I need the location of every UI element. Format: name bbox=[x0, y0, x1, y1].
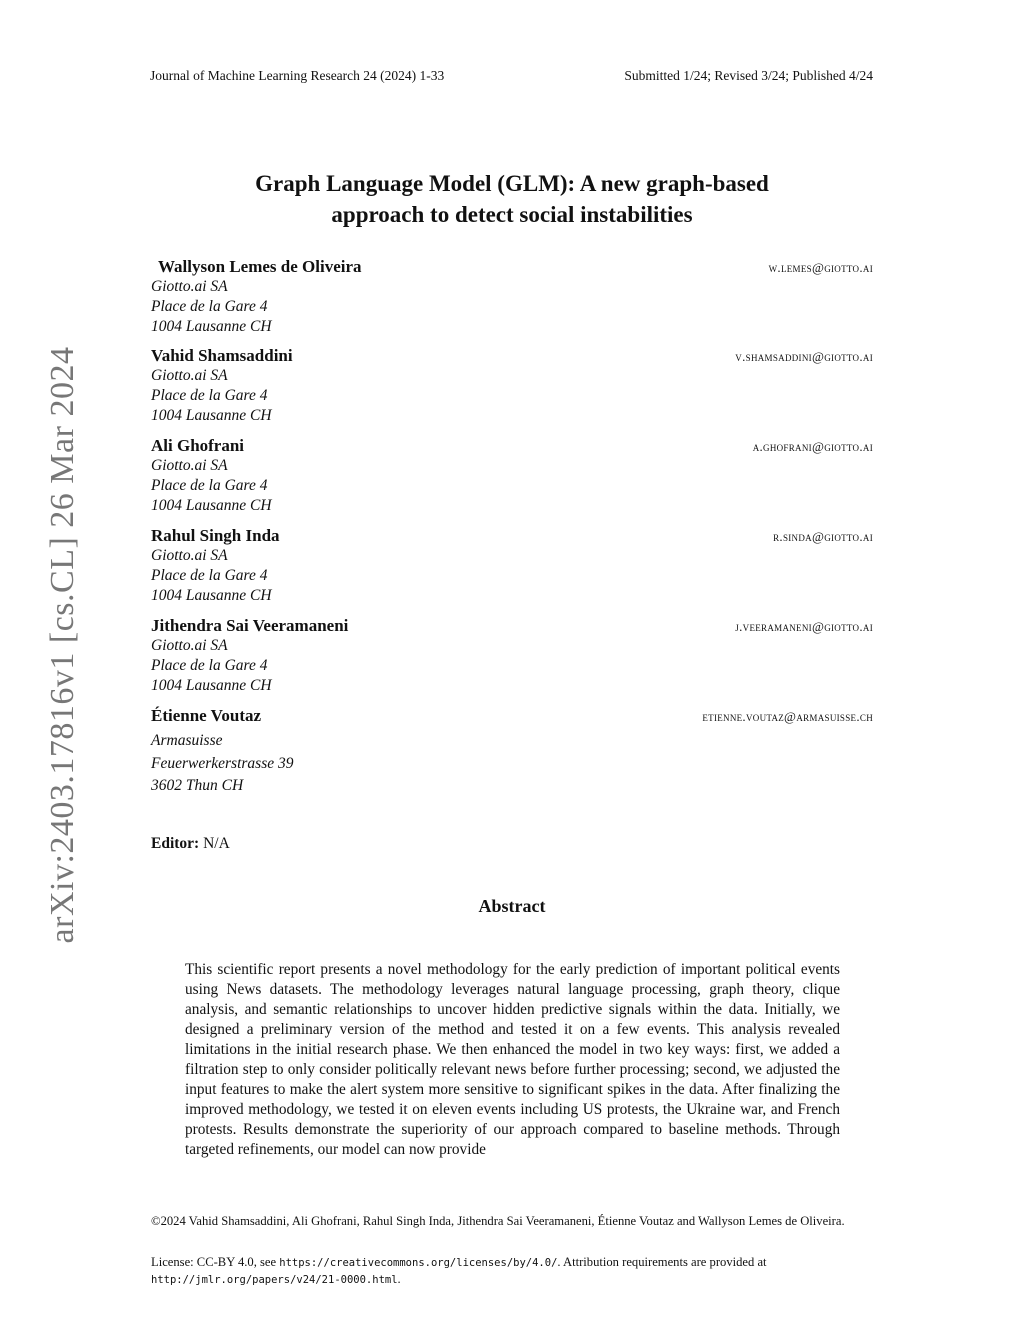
author-name: Wallyson Lemes de Oliveira bbox=[158, 257, 362, 276]
author-name: Jithendra Sai Veeramaneni bbox=[151, 616, 349, 635]
author-email[interactable]: w.lemes@giotto.ai bbox=[768, 260, 873, 275]
author-affiliation: Giotto.ai SA bbox=[151, 637, 228, 654]
author-address: Place de la Gare 4 bbox=[151, 387, 268, 404]
author-block bbox=[151, 257, 873, 337]
abstract-text: This scientific report presents a novel methodology for the early prediction of important political events using News datasets. The methodology leverages natural language processing, graph theory, clique analysis, and semantic relationships to uncover hidden predictive signals within the data. Initially, we designed a preliminary version of the method and tested it on a few events. This analysis revealed limitations in the initial research phase. We then enhanced the model in two key ways: first, we added a filtration step to only consider politically relevant news before further processing; second, we adjusted the input features to make the alert system more sensitive to significant spikes in the data. After finalizing the improved methodology, we tested it on eleven events including US protests, the Ukraine war, and French protests. Results demonstrate the superiority of our approach compared to baseline methods. Through targeted refinements, our model can now provide bbox=[185, 961, 840, 1158]
author-affiliation: Giotto.ai SA bbox=[151, 457, 228, 474]
copyright-notice: ©2024 Vahid Shamsaddini, Ali Ghofrani, Rahul Singh Inda, Jithendra Sai Veeramaneni, Étienne Voutaz and Wallyson Lemes de Oliveira. bbox=[151, 1214, 845, 1228]
license-end: . bbox=[397, 1272, 401, 1286]
author-affiliation: Giotto.ai SA bbox=[151, 547, 228, 564]
author-name: Étienne Voutaz bbox=[151, 706, 262, 725]
author-affiliation: Giotto.ai SA bbox=[151, 367, 228, 384]
journal-header: Journal of Machine Learning Research 24 (2024) 1-33 bbox=[150, 68, 445, 83]
author-affiliation: Armasuisse bbox=[151, 732, 223, 749]
author-address: Place de la Gare 4 bbox=[151, 477, 268, 494]
license-prefix: License: CC-BY 4.0, see bbox=[151, 1255, 280, 1269]
abstract-heading: Abstract bbox=[478, 896, 546, 916]
author-name: Vahid Shamsaddini bbox=[151, 346, 293, 365]
arxiv-stamp[interactable]: arXiv:2403.17816v1 [cs.CL] 26 Mar 2024 bbox=[44, 346, 81, 944]
author-name: Rahul Singh Inda bbox=[151, 526, 280, 545]
author-email[interactable]: etienne.voutaz@armasuisse.ch bbox=[702, 709, 873, 724]
title-line-2: approach to detect social instabilities bbox=[331, 202, 693, 227]
author-city: 1004 Lausanne CH bbox=[151, 587, 272, 604]
author-city: 1004 Lausanne CH bbox=[151, 677, 272, 694]
license-link[interactable]: https://creativecommons.org/licenses/by/4.0/ bbox=[279, 1257, 558, 1269]
title-line-1: Graph Language Model (GLM): A new graph-based bbox=[255, 171, 769, 196]
author-block bbox=[151, 526, 873, 606]
author-block bbox=[151, 436, 873, 516]
author-block bbox=[151, 346, 873, 426]
author-city: 1004 Lausanne CH bbox=[151, 318, 272, 335]
editor-value: N/A bbox=[203, 835, 230, 852]
author-block bbox=[151, 616, 873, 696]
author-address: Place de la Gare 4 bbox=[151, 298, 268, 315]
author-city: 3602 Thun CH bbox=[151, 777, 244, 794]
editor-label: Editor: bbox=[151, 835, 200, 852]
publication-dates: Submitted 1/24; Revised 3/24; Published 4/24 bbox=[624, 68, 873, 83]
license-notice bbox=[151, 1254, 873, 1288]
editor-line bbox=[151, 835, 230, 853]
author-address: Place de la Gare 4 bbox=[151, 567, 268, 584]
paper-link[interactable]: http://jmlr.org/papers/v24/21-0000.html bbox=[151, 1274, 398, 1286]
author-name: Ali Ghofrani bbox=[151, 436, 245, 455]
author-affiliation: Giotto.ai SA bbox=[151, 278, 228, 295]
paper-title bbox=[0, 168, 1024, 230]
license-mid: . Attribution requirements are provided at bbox=[557, 1255, 767, 1269]
author-address: Feuerwerkerstrasse 39 bbox=[151, 754, 294, 772]
author-city: 1004 Lausanne CH bbox=[151, 407, 272, 424]
author-email[interactable]: j.veeramaneni@giotto.ai bbox=[735, 619, 873, 634]
author-email[interactable]: a.ghofrani@giotto.ai bbox=[752, 439, 873, 454]
author-block bbox=[151, 706, 873, 798]
author-email[interactable]: r.sinda@giotto.ai bbox=[773, 529, 873, 544]
author-city: 1004 Lausanne CH bbox=[151, 497, 272, 514]
author-address: Place de la Gare 4 bbox=[151, 657, 268, 674]
author-email[interactable]: v.shamsaddini@giotto.ai bbox=[735, 349, 873, 364]
